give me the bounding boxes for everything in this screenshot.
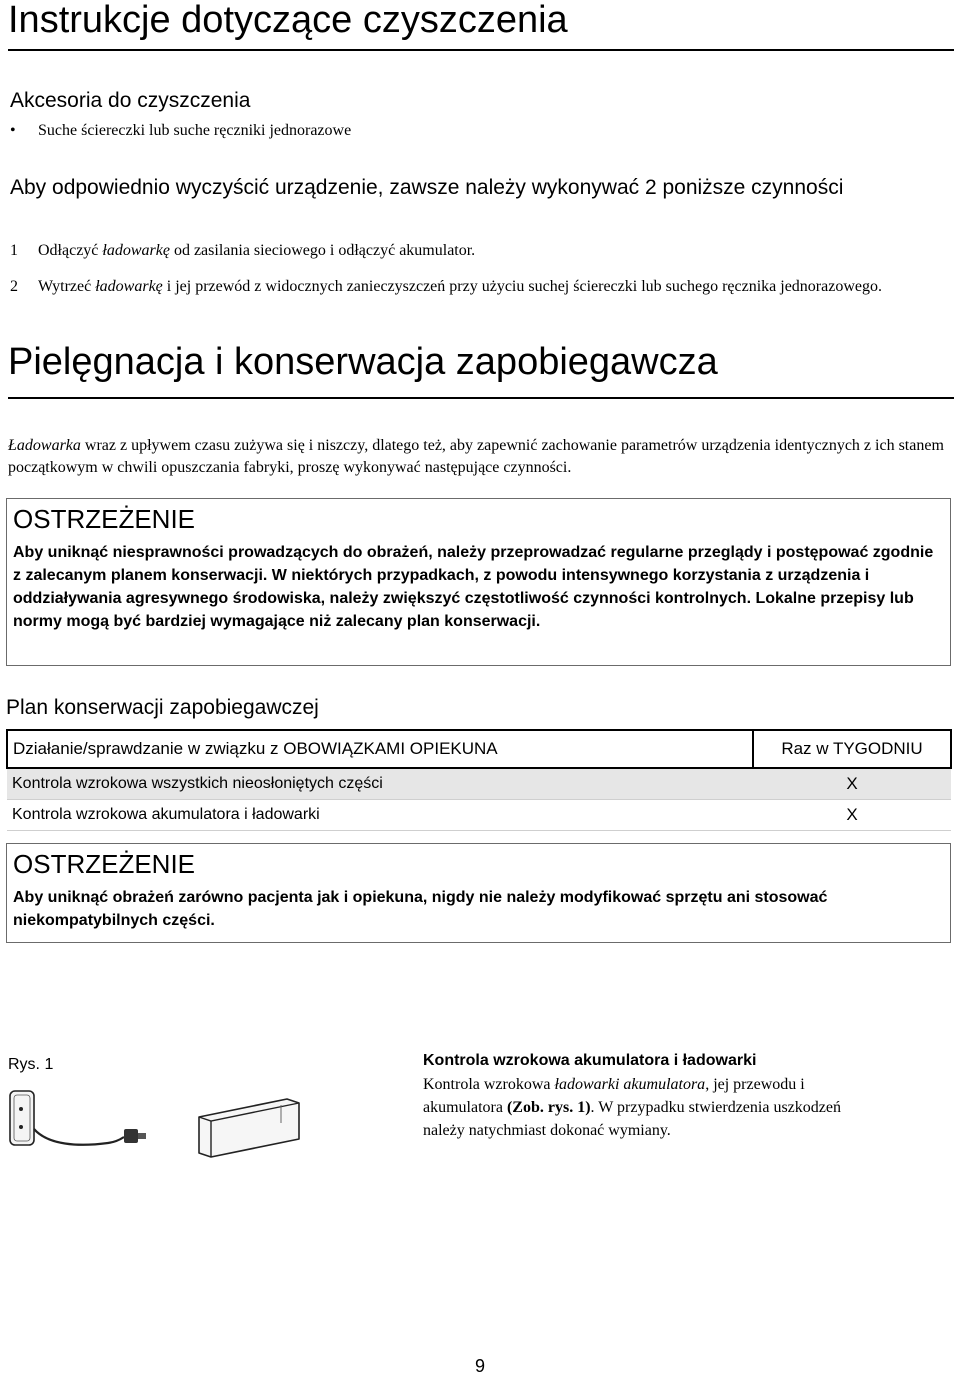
step-text: Wytrzeć ładowarkę i jej przewód z widocznych zanieczyszczeń przy użyciu suchej ściereczki lub suchego ręcznika jednorazowego. bbox=[38, 278, 882, 295]
table-cell-frequency: X bbox=[753, 800, 951, 831]
warning-title: OSTRZEŻENIE bbox=[13, 504, 196, 534]
warning-text: Aby uniknąć obrażeń zarówno pacjenta jak i opiekuna, nigdy nie należy modyfikować sprzętu ani stosować niekompatybilnych części. bbox=[13, 889, 828, 929]
warning-text: Aby uniknąć niesprawności prowadzących do obrażeń, należy przeprowadzać regularne przeglądy i postępować zgodnie z zalecanym planem konserwacji. W niektórych przypadkach, z powodu intensywnego korzystania z urządzenia i oddziaływania agresywnego środowiska, należy zwiększyć częstotliwość czynności kontrolnych. Lokalne przepisy lub normy mogą być bardziej wymagające niż zalecany plan konserwacji. bbox=[13, 544, 934, 630]
maintenance-plan-table bbox=[6, 729, 952, 831]
bullet-glyph: • bbox=[10, 122, 16, 139]
warning-box bbox=[6, 498, 951, 666]
table-cell-action: Kontrola wzrokowa wszystkich nieosłoniętych części bbox=[7, 768, 753, 800]
step-text: Odłączyć ładowarkę od zasilania sieciowego i odłączyć akumulator. bbox=[38, 242, 476, 259]
cleaning-step bbox=[10, 240, 955, 262]
table-cell-action: Kontrola wzrokowa akumulatora i ładowarki bbox=[7, 800, 753, 831]
figure-heading: Kontrola wzrokowa akumulatora i ładowarki bbox=[423, 1052, 757, 1069]
accessories-list-item bbox=[10, 121, 351, 141]
table-header-row bbox=[7, 730, 951, 768]
battery-illustration bbox=[195, 1095, 305, 1160]
plan-heading: Plan konserwacji zapobiegawczej bbox=[6, 696, 319, 719]
table-row bbox=[7, 800, 951, 831]
table-cell-frequency: X bbox=[753, 768, 951, 800]
care-divider bbox=[8, 397, 954, 399]
step-number: 2 bbox=[10, 278, 18, 295]
title-divider bbox=[8, 49, 954, 51]
charger-illustration bbox=[8, 1085, 158, 1155]
page-title: Instrukcje dotyczące czyszczenia bbox=[8, 0, 568, 41]
step-number: 1 bbox=[10, 242, 18, 259]
warning-box bbox=[6, 843, 951, 943]
figure-label: Rys. 1 bbox=[8, 1056, 54, 1073]
accessories-heading: Akcesoria do czyszczenia bbox=[10, 89, 251, 112]
column-header-action: Działanie/sprawdzanie w związku z OBOWIĄZKAMI OPIEKUNA bbox=[7, 730, 753, 768]
cleaning-step bbox=[10, 276, 955, 298]
care-intro-paragraph: Ładowarka wraz z upływem czasu zużywa się i niszczy, dlatego też, aby zapewnić zachowanie parametrów urządzenia identycznych z ich stanem początkowym w chwili opuszczania fabryki, proszę wykonywać następujące czynności. bbox=[8, 437, 944, 476]
page-number: 9 bbox=[474, 1356, 485, 1376]
care-section-title: Pielęgnacja i konserwacja zapobiegawcza bbox=[8, 341, 718, 383]
cleaning-heading: Aby odpowiednio wyczyścić urządzenie, zawsze należy wykonywać 2 poniższe czynności bbox=[10, 176, 844, 199]
column-header-frequency: Raz w TYGODNIU bbox=[753, 730, 951, 768]
table-row bbox=[7, 768, 951, 800]
accessories-item-text: Suche ściereczki lub suche ręczniki jednorazowe bbox=[38, 122, 352, 139]
warning-title: OSTRZEŻENIE bbox=[13, 849, 196, 879]
figure-description: Kontrola wzrokowa ładowarki akumulatora, jej przewodu i akumulatora (Zob. rys. 1). W przypadku stwierdzenia uszkodzeń należy natychmiast dokonać wymiany. bbox=[423, 1076, 841, 1139]
